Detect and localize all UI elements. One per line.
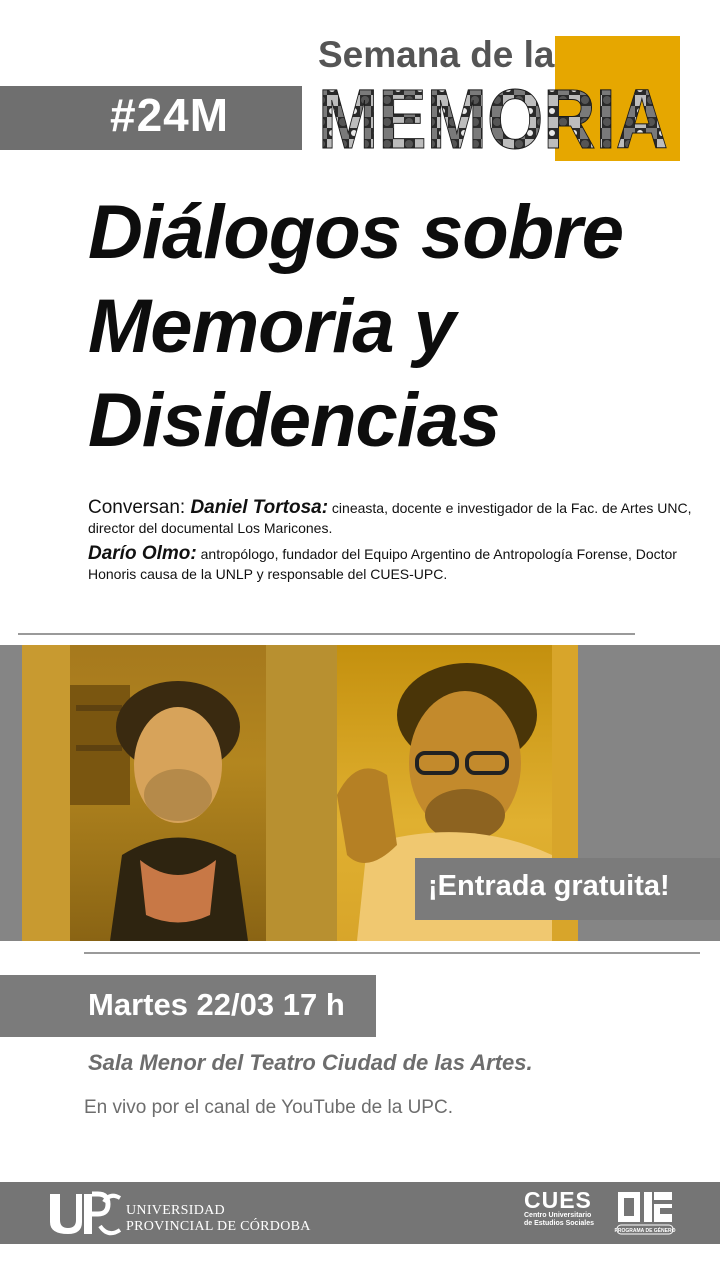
cues-line-1: Centro Universitario bbox=[524, 1212, 592, 1219]
upc-name-line-1: UNIVERSIDAD bbox=[126, 1203, 225, 1218]
cues-title: CUES bbox=[524, 1187, 592, 1213]
speaker-1-name: Daniel Tortosa: bbox=[190, 497, 329, 518]
speaker-2-bio: antropólogo, fundador del Equipo Argentino de Antropología Forense, Doctor Honoris causa de la UNLP y responsable del CUES-UPC. bbox=[88, 546, 677, 582]
speakers-description bbox=[88, 498, 698, 584]
conversan-label: Conversan: bbox=[88, 497, 191, 518]
genero-label: PROGRAMA DE GÉNERO bbox=[614, 1228, 676, 1234]
cues-line-2: de Estudios Sociales bbox=[524, 1220, 595, 1227]
speaker-1-paragraph bbox=[88, 498, 698, 538]
programa-genero-logo-icon bbox=[616, 1190, 674, 1236]
semana-label: Semana de la bbox=[318, 34, 555, 75]
event-venue: Sala Menor del Teatro Ciudad de las Artes. bbox=[88, 1050, 533, 1075]
event-date: Martes 22/03 17 h bbox=[88, 987, 345, 1022]
title-line-3: Disidencias bbox=[88, 378, 500, 463]
photo-tint-strip bbox=[266, 645, 337, 941]
memoria-logo-word bbox=[316, 72, 670, 166]
memoria-logo-text: MEMORIA bbox=[318, 72, 668, 166]
cues-logo bbox=[524, 1188, 594, 1228]
upc-name bbox=[126, 1203, 311, 1235]
title-line-2: Memoria y bbox=[88, 284, 455, 369]
divider-top bbox=[18, 633, 635, 635]
free-entry-label: ¡Entrada gratuita! bbox=[428, 870, 670, 902]
title-line-1: Diálogos sobre bbox=[88, 190, 623, 275]
speaker-1-photo bbox=[70, 645, 266, 941]
event-title bbox=[88, 186, 708, 468]
speaker-2-paragraph bbox=[88, 544, 698, 584]
upc-name-line-2: PROVINCIAL DE CÓRDOBA bbox=[126, 1219, 311, 1234]
upc-logo-icon bbox=[48, 1192, 122, 1236]
event-online: En vivo por el canal de YouTube de la UPC. bbox=[84, 1097, 453, 1118]
hashtag: #24M bbox=[110, 89, 230, 141]
speaker-2-name: Darío Olmo: bbox=[88, 543, 197, 564]
photo-tint-strip bbox=[22, 645, 70, 941]
speaker-1-bio: cineasta, docente e investigador de la Fac. de Artes UNC, director del documental Los Maricones. bbox=[88, 500, 692, 536]
divider-bottom bbox=[84, 952, 700, 954]
